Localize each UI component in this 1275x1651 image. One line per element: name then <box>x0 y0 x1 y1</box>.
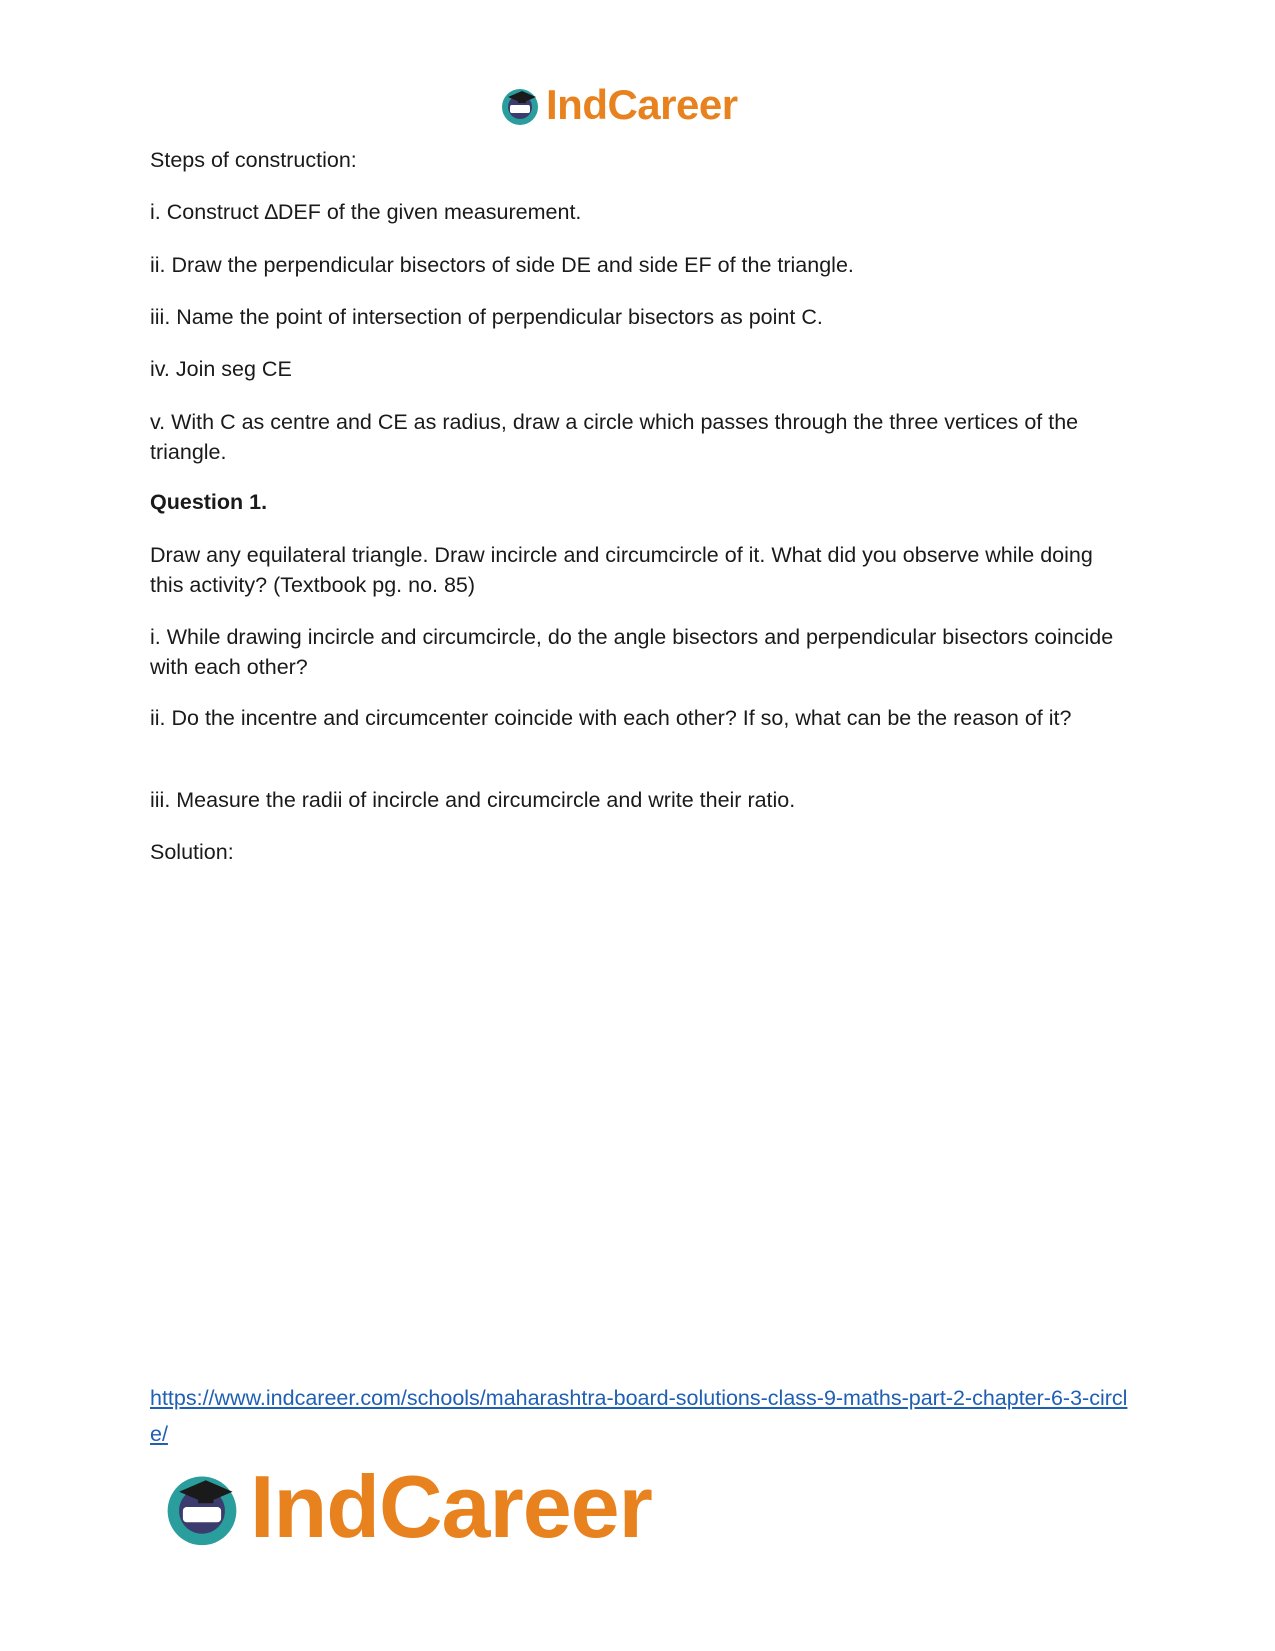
sub-question: i. While drawing incircle and circumcircle, do the angle bisectors and perpendicular bisectors coincide with each other? <box>150 625 1114 679</box>
solution-label: Solution: <box>150 840 234 864</box>
steps-heading: Steps of construction: <box>150 148 357 172</box>
source-link[interactable]: https://www.indcareer.com/schools/maharashtra-board-solutions-class-9-maths-part-2-chapter-6-3-circle/ <box>150 1386 1128 1446</box>
sub-question: iii. Measure the radii of incircle and circumcircle and write their ratio. <box>150 788 796 812</box>
step-item: iii. Name the point of intersection of perpendicular bisectors as point C. <box>150 305 823 329</box>
question-text: Draw any equilateral triangle. Draw incircle and circumcircle of it. What did you observe while doing this activity? (Textbook pg. no. 85) <box>150 543 1093 597</box>
step-item: i. Construct ∆DEF of the given measurement. <box>150 200 582 224</box>
question-heading: Question 1. <box>150 490 268 514</box>
logo-text: IndCareer <box>546 81 738 128</box>
footer-logo <box>160 1457 652 1556</box>
step-item: iv. Join seg CE <box>150 357 292 381</box>
sub-question: ii. Do the incentre and circumcenter coincide with each other? If so, what can be the reason of it? <box>150 706 1072 730</box>
step-item: v. With C as centre and CE as radius, draw a circle which passes through the three vertices of the triangle. <box>150 410 1079 464</box>
logo-text: IndCareer <box>250 1457 652 1556</box>
graduation-globe-icon <box>498 83 542 127</box>
step-item: ii. Draw the perpendicular bisectors of side DE and side EF of the triangle. <box>150 253 854 277</box>
header-logo <box>498 80 738 130</box>
graduation-globe-icon <box>160 1465 244 1549</box>
